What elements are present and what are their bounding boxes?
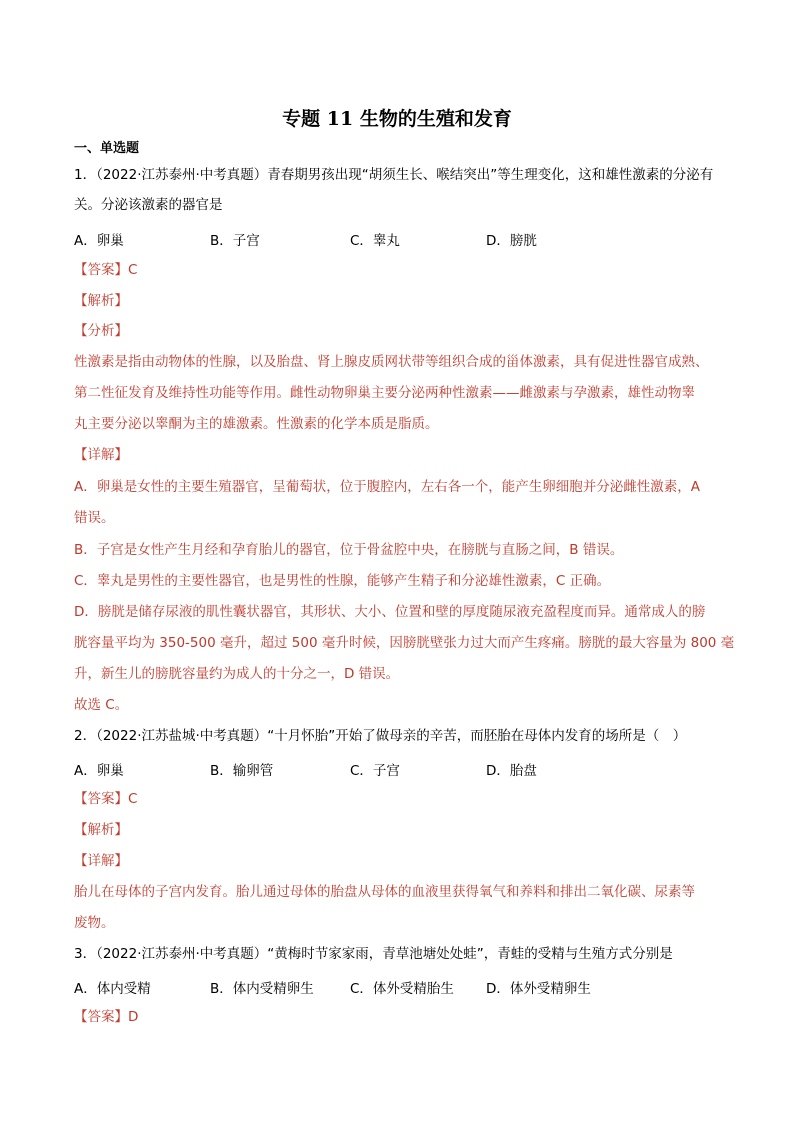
page-title: 专题 11 生物的生殖和发育 xyxy=(282,108,512,130)
option-a: A．卵巢 xyxy=(74,763,124,779)
analysis-line: 第二性征发育及维持性功能等作用。雌性动物卵巢主要分泌两种性激素——雌激素与孕激素，雄性动物睾 xyxy=(74,385,695,401)
option-b: B．体内受精卵生 xyxy=(210,981,314,997)
detail-line: 升，新生儿的膀胱容量约为成人的十分之一，D 错误。 xyxy=(74,666,400,682)
option-d: D．膀胱 xyxy=(486,233,537,249)
question-1-text-cont: 关。分泌该激素的器官是 xyxy=(74,197,223,213)
detail-line: 胎儿在母体的子宫内发育。胎儿通过母体的胎盘从母体的血液里获得氧气和养料和排出二氧化碳、尿素等 xyxy=(74,884,695,900)
question-1-text: 1．（2022·江苏泰州·中考真题）青春期男孩出现“胡须生长、喉结突出”等生理变化，这和雄性激素的分泌有 xyxy=(74,167,714,183)
option-c: C．子宫 xyxy=(350,763,400,779)
analysis-line: 丸主要分泌以睾酮为主的雄激素。性激素的化学本质是脂质。 xyxy=(74,416,439,432)
fenxi-1: 【分析】 xyxy=(74,323,128,339)
jiexi-2: 【解析】 xyxy=(74,822,128,838)
detail-line: D．膀胱是储存尿液的肌性囊状器官，其形状、大小、位置和壁的厚度随尿液充盈程度而异。通常成人的膀 xyxy=(74,604,706,620)
xiangjie-2: 【详解】 xyxy=(74,853,128,869)
option-d: D．胎盘 xyxy=(486,763,537,779)
option-b: B．输卵管 xyxy=(210,763,274,779)
analysis-line: 性激素是指由动物体的性腺，以及胎盘、肾上腺皮质网状带等组织合成的甾体激素，具有促进性器官成熟、 xyxy=(74,354,709,370)
detail-line: 错误。 xyxy=(74,510,115,526)
xiangjie-1: 【详解】 xyxy=(74,447,128,463)
section-heading: 一、单选题 xyxy=(74,141,140,156)
detail-line: 故选 C。 xyxy=(74,697,129,713)
question-3-text: 3．（2022·江苏泰州·中考真题）“黄梅时节家家雨，青草池塘处处蛙”，青蛙的受精与生殖方式分别是 xyxy=(74,946,673,962)
option-a: A．体内受精 xyxy=(74,981,151,997)
detail-line: 废物。 xyxy=(74,915,115,931)
option-c: C．睾丸 xyxy=(350,233,400,249)
option-c: C．体外受精胎生 xyxy=(350,981,454,997)
option-b: B．子宫 xyxy=(210,233,260,249)
detail-line: B．子宫是女性产生月经和孕育胎儿的器官，位于骨盆腔中央，在膀胱与直肠之间，B 错误。 xyxy=(74,542,624,558)
answer-2: 【答案】C xyxy=(74,791,138,807)
question-2-text: 2．（2022·江苏盐城·中考真题）“十月怀胎”开始了做母亲的辛苦，而胚胎在母体内发育的场所是（ ） xyxy=(74,728,687,744)
detail-line: C．睾丸是男性的主要性器官，也是男性的性腺，能够产生精子和分泌雄性激素，C 正确。 xyxy=(74,573,611,589)
option-d: D．体外受精卵生 xyxy=(486,981,591,997)
answer-1: 【答案】C xyxy=(74,262,138,278)
jiexi-1: 【解析】 xyxy=(74,293,128,309)
answer-3: 【答案】D xyxy=(74,1009,139,1025)
detail-line: A．卵巢是女性的主要生殖器官，呈葡萄状，位于腹腔内，左右各一个，能产生卵细胞并分泌雌性激素，A xyxy=(74,479,700,495)
detail-line: 胱容量平均为 350-500 毫升，超过 500 毫升时候，因膀胱壁张力过大而产生疼痛。膀胱的最大容量为 800 毫 xyxy=(74,635,735,651)
option-a: A．卵巢 xyxy=(74,233,124,249)
